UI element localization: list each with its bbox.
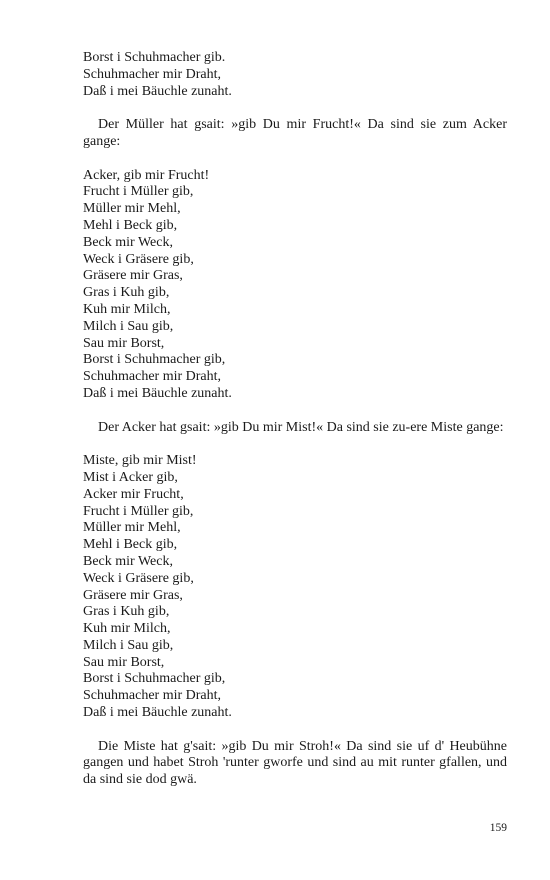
verse-line: Schuhmacher mir Draht, (83, 369, 222, 385)
verse-line: Borst i Schuhmacher gib. (83, 50, 226, 65)
block-gap (83, 151, 507, 168)
block-gap (83, 722, 507, 739)
verse-line: Müller mir Mehl, (83, 520, 181, 536)
verse-line: Acker, gib mir Frucht! (83, 167, 210, 183)
block-gap (83, 436, 507, 453)
verse-line: Daß i mei Bäuchle zunaht. (83, 385, 232, 401)
page-body (83, 50, 507, 789)
verse-line: Borst i Schuhmacher gib, (83, 671, 226, 687)
page-number: 159 (489, 822, 507, 834)
verse-block (83, 50, 507, 100)
verse-line: Müller mir Mehl, (83, 201, 181, 217)
prose-paragraph: Der Müller hat gsait: »gib Du mir Frucht!« Da sind sie zum Acker gange: (83, 117, 507, 149)
verse-line: Milch i Sau gib, (83, 318, 174, 334)
verse-line: Weck i Gräsere gib, (83, 570, 194, 586)
verse-line: Sau mir Borst, (83, 654, 165, 670)
verse-line: Sau mir Borst, (83, 335, 165, 351)
verse-line: Gras i Kuh gib, (83, 604, 170, 620)
verse-line: Miste, gib mir Mist! (83, 453, 197, 469)
verse-block (83, 453, 507, 722)
verse-line: Kuh mir Milch, (83, 301, 171, 317)
verse-line: Beck mir Weck, (83, 553, 173, 569)
verse-line: Kuh mir Milch, (83, 621, 171, 637)
verse-line: Gras i Kuh gib, (83, 285, 170, 301)
verse-line: Gräsere mir Gras, (83, 587, 183, 603)
block-gap (83, 403, 507, 420)
block-gap (83, 100, 507, 117)
verse-line: Beck mir Weck, (83, 234, 173, 250)
verse-line: Schuhmacher mir Draht, (83, 66, 222, 82)
verse-line: Daß i mei Bäuchle zunaht. (83, 705, 232, 721)
prose-paragraph: Die Miste hat g'sait: »gib Du mir Stroh!« Da sind sie uf d' Heubühne gangen und habet Stroh 'runter gworfe und sind au mit runter gfallen, und da sind sie dod gwä. (83, 738, 507, 788)
verse-line: Mehl i Beck gib, (83, 217, 178, 233)
verse-line: Daß i mei Bäuchle zunaht. (83, 83, 232, 99)
verse-line: Mehl i Beck gib, (83, 537, 178, 553)
verse-line: Milch i Sau gib, (83, 637, 174, 653)
verse-line: Schuhmacher mir Draht, (83, 688, 222, 704)
verse-block (83, 168, 507, 403)
verse-line: Borst i Schuhmacher gib, (83, 352, 226, 368)
prose-paragraph: Der Acker hat gsait: »gib Du mir Mist!« Da sind sie zu-ere Miste gange: (98, 419, 504, 435)
verse-line: Gräsere mir Gras, (83, 268, 183, 284)
verse-line: Weck i Gräsere gib, (83, 251, 194, 267)
verse-line: Mist i Acker gib, (83, 469, 178, 485)
verse-line: Acker mir Frucht, (83, 486, 184, 502)
verse-line: Frucht i Müller gib, (83, 184, 194, 200)
verse-line: Frucht i Müller gib, (83, 503, 194, 519)
